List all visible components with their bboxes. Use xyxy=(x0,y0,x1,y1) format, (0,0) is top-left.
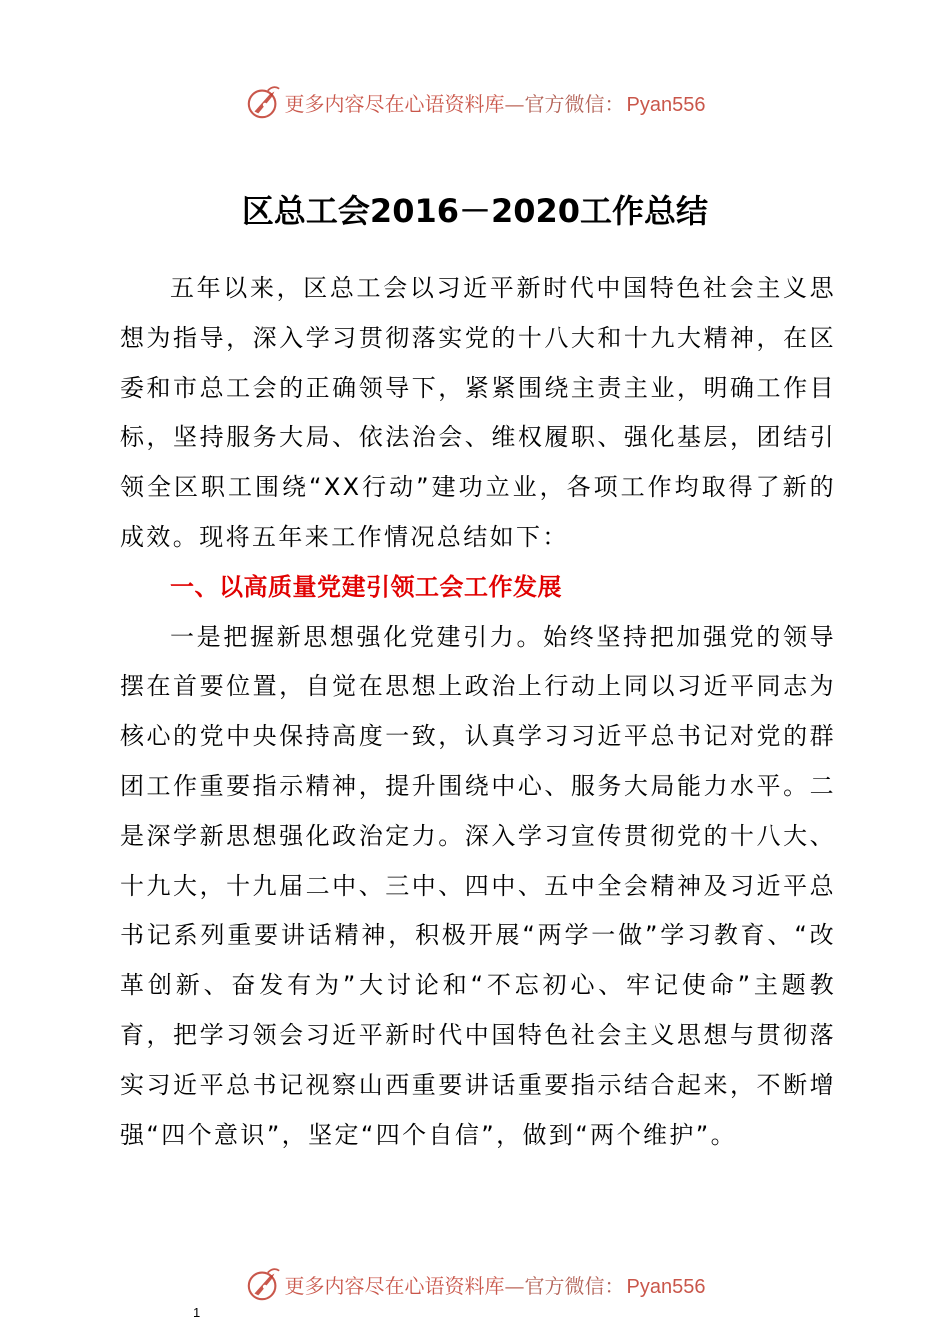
pen-nib-logo-icon xyxy=(245,83,283,121)
watermark-footer xyxy=(0,1264,950,1304)
watermark-wechat-id: Pyan556 xyxy=(626,93,706,116)
watermark-dash: — xyxy=(504,91,525,116)
section-heading: 一、以高质量党建引领工会工作发展 xyxy=(170,572,562,601)
page-number: 1 xyxy=(193,1305,201,1320)
watermark-header xyxy=(0,82,950,122)
document-title: 区总工会2016－2020工作总结 xyxy=(241,192,709,230)
watermark-site-name: 更多内容尽在心语资料库 xyxy=(284,91,505,116)
watermark-wechat-id: Pyan556 xyxy=(626,1275,706,1298)
pen-nib-logo-icon xyxy=(245,1265,283,1303)
watermark-text xyxy=(285,88,706,117)
watermark-wechat-label: 官方微信： xyxy=(524,1273,625,1298)
intro-paragraph: 五年以来，区总工会以习近平新时代中国特色社会主义思想为指导，深入学习贯彻落实党的十八大和十九大精神，在区委和市总工会的正确领导下，紧紧围绕主责主业，明确工作目标，坚持服务大局、依法治会、维权履职、强化基层，团结引领全区职工围绕“XX行动”建功立业，各项工作均取得了新的成效。现将五年来工作情况总结如下： xyxy=(120,274,836,551)
watermark-wechat-label: 官方微信： xyxy=(524,91,625,116)
watermark-site-name: 更多内容尽在心语资料库 xyxy=(284,1273,505,1298)
section-paragraph: 一是把握新思想强化党建引力。始终坚持把加强党的领导摆在首要位置，自觉在思想上政治上行动上同以习近平同志为核心的党中央保持高度一致，认真学习习近平总书记对党的群团工作重要指示精神，提升围绕中心、服务大局能力水平。二是深学新思想强化政治定力。深入学习宣传贯彻党的十八大、十九大，十九届二中、三中、四中、五中全会精神及习近平总书记系列重要讲话精神，积极开展“两学一做”学习教育、“改革创新、奋发有为”大讨论和“不忘初心、牢记使命”主题教育，把学习领会习近平新时代中国特色社会主义思想与贯彻落实习近平总书记视察山西重要讲话重要指示结合起来，不断增强“四个意识”，坚定“四个自信”，做到“两个维护”。 xyxy=(120,622,836,1149)
watermark-text xyxy=(285,1270,706,1299)
watermark-dash: — xyxy=(504,1273,525,1298)
document-body xyxy=(120,264,836,1160)
